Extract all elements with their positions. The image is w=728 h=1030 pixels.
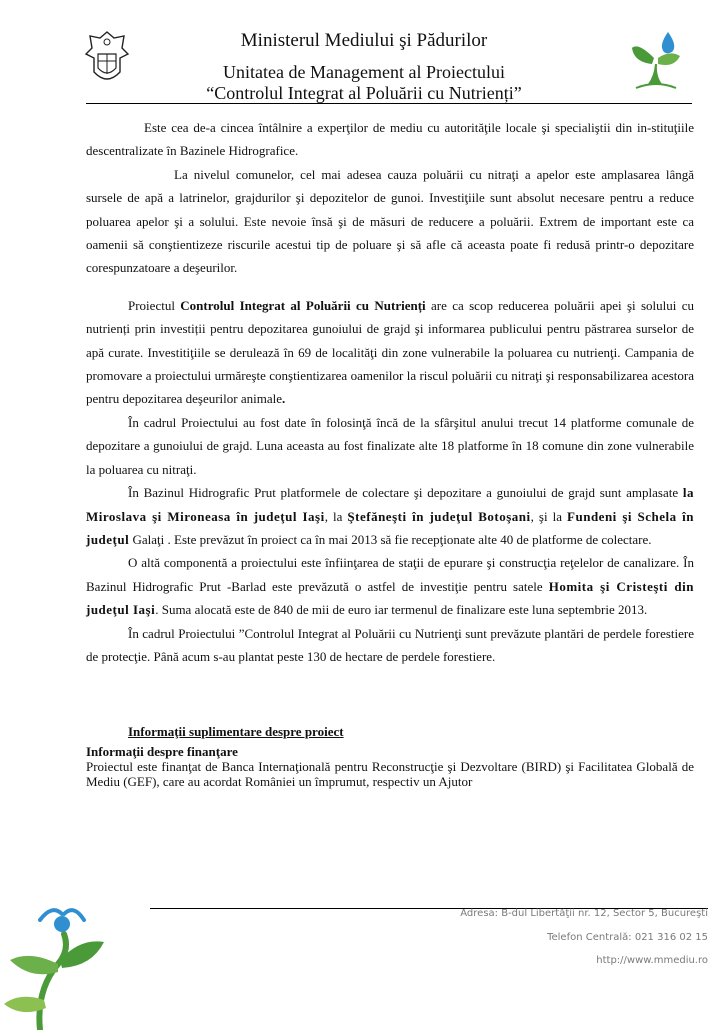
plant-figure-icon [0,880,120,1030]
financing-title: Informaţii despre finanţare [86,743,238,759]
footer-address: Adresa: B-dul Libertăţii nr. 12, Sector 5, Bucureşti [460,908,708,919]
footer-phone: Telefon Centrală: 021 316 02 15 [547,932,708,943]
document-body [86,116,694,789]
project-name-bold: Controlul Integrat al Poluării cu Nutrienți [180,297,426,313]
project-title: “Controlul Integrat al Poluării cu Nutrienți” [206,83,522,103]
footer-website[interactable]: http://www.mmediu.ro [596,955,708,966]
info-section-title: Informaţii suplimentare despre proiect [128,724,344,740]
paragraph-7: În cadrul Proiectului ”Controlul Integrat al Poluării cu Nutrienţi sunt prevăzute plantări de perdele forestiere de protecţie. Până acum s-au plantat peste 130 de hectare de perdele forestiere. [86,625,694,664]
location-botosani-bold: Ştefăneşti în judeţul Botoşani [347,508,531,524]
paragraph-3-text-a: Proiectul [128,297,181,313]
paragraph-3 [86,294,694,411]
paragraph-6-text-c: . Suma alocată este de 840 de mii de euro iar termenul de finalizare este luna septembrie 2013. [155,602,648,618]
unit-title: Unitatea de Management al Proiectului [223,62,505,82]
page-header [0,0,728,110]
paragraph-5 [86,481,694,551]
ministry-title: Ministerul Mediului şi Pădurilor [240,30,488,51]
location-iasi-bold: la Miroslava şi Mironeasa în judeţul Iaşi [86,485,694,524]
paragraph-3-period: . [282,391,286,407]
paragraph-4: În cadrul Proiectului au fost date în folosinţă încă de la sfârşitul anului trecut 14 platforme comunale de depozitare a gunoiului de grajd. Luna aceasta au fost finalizate alte 18 platforme în 18 comune din zone vulnerabile la poluarea cu nitraţi. [86,414,694,477]
paragraph-3-text-c: are ca scop reducerea poluării apei şi solului cu nutrienți prin investiții pentru depozitarea gunoiului de grajd şi informarea publicului pentru păstrarea surselor de apă curate. Investitiţiile se derulează în 69 de localităţi din zone vulnerabile la poluarea cu nutrienţi. Campania de promovare a proiectului urmăreşte conştientizarea oamenilor la riscul poluării cu nitraţi şi responsabilizarea acestora pentru depozitarea deşeurilor animale [86,297,695,407]
paragraph-5-text-g: Galaţi . Este prevăzut în proiect ca în mai 2013 să fie recepţionate alte 40 de platforme de colectare. [129,531,652,547]
plant-drop-logo-icon [628,28,684,92]
paragraph-5-text-a: În Bazinul Hidrografic Prut platformele de colectare şi depozitare a gunoiului de grajd sunt amplasate [128,485,683,501]
paragraph-2: La nivelul comunelor, cel mai adesea cauza poluării cu nitraţi a apelor este amplasarea lângă sursele de apă a latrinelor, grajdurilor şi depozitelor de gunoi. Investiţiile sunt absolut necesare pentru a reduce poluarea apelor şi a solului. Este nevoie însă şi de măsuri de reducere a poluării. Extrem de important este ca oamenii să conştientizeze riscurile acestui tip de poluare şi să afle că aceasta poate fi redusă printr-o depozitare corespunzatoare a deşeurilor. [86,166,694,276]
header-divider [86,103,692,104]
paragraph-5-text-c: , la [324,508,348,524]
financing-text: Proiectul este finanţat de Banca Internaţională pentru Reconstrucţie şi Dezvoltare (BIRD) şi Facilitatea Globală de Mediu (GEF), care au acordat României un împrumut, respectiv un Ajutor [86,758,694,789]
paragraph-1: Este cea de-a cincea întâlnire a experţilor de mediu cu autorităţile locale şi specialiştii din in-stituţiile descentralizate în Bazinele Hidrografice. [86,120,694,159]
location-homita-bold: Homita şi Cristeşti din judeţul Iaşi [86,578,694,618]
location-galati-bold: Fundeni şi Schela în judeţul [86,508,695,547]
paragraph-6-text-a: O altă componentă a proiectului este înfiinţarea de staţii de epurare şi construcţia reţelelor de canalizare. În Bazinul Hidrografic Prut -Barlad este prevăzută o astfel de investiţie pentru satele [86,555,694,594]
paragraph-5-text-e: , şi la [530,508,568,524]
paragraph-6 [86,551,694,621]
